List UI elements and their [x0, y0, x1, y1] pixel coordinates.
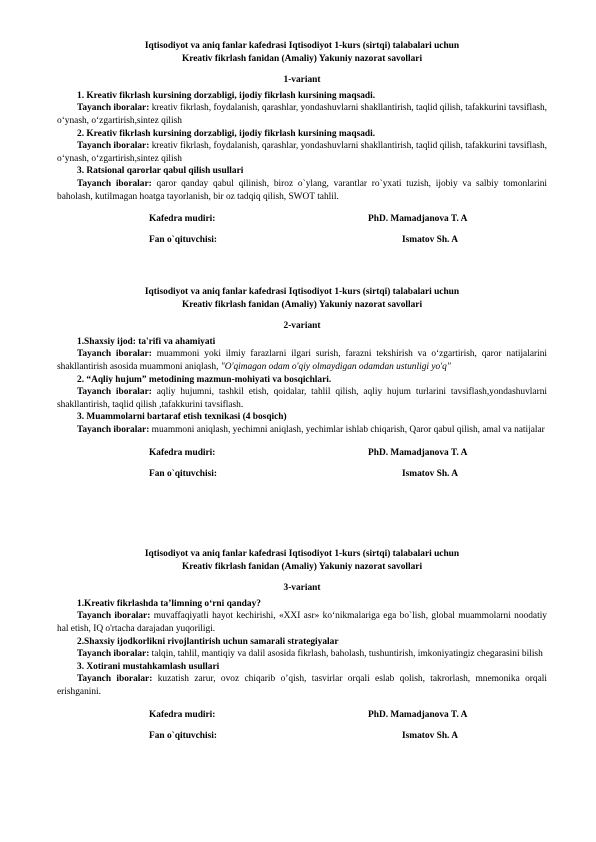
- signature-head: [57, 709, 547, 730]
- keywords-label: Tayanch iboralar:: [77, 611, 151, 622]
- keywords-label: Tayanch iboralar:: [77, 649, 150, 660]
- keywords-text: qaror qanday qabul qilinish, biroz o`ylang, varantlar ro`yxati tuzish, ijobiy va salbiy tomonlarini baholash, kutilmagan hoatga tayorlanish, bir oz tadqiq qilish, SWOT tahlil.: [57, 178, 547, 202]
- signature-teacher: [57, 234, 547, 255]
- keywords-text: talqin, tahlil, mantiqiy va dalil asosida fikrlash, baholash, tushuntirish, imkoniyatingiz chegarasini bilish: [149, 649, 543, 660]
- header-line-1: Iqtisodiyot va aniq fanlar kafedrasi Iqtisodiyot 1-kurs (sirtqi) talabalari uchun: [144, 549, 460, 559]
- head-label: Kafedra mudiri:: [149, 214, 216, 225]
- keywords-text: muammoni aniqlash, yechimni aniqlash, yechimlar ishlab chiqarish, Qaror qabul qilish, amal va natijalar: [149, 424, 545, 435]
- keywords-2: [57, 648, 547, 661]
- keywords-text: aqliy hujumni, tashkil etish, qoidalar, tahlil qilish, aqliy hujum turlarini tavsiflash,yondashuvlarni shakllantirish, taqlid qilish ,tafakkurini tavsiflash.: [57, 387, 547, 410]
- question-2: 2. Kreativ fikrlash kursining dorzabligi, ijodiy fikrlash kursining maqsadi.: [77, 128, 376, 139]
- question-1: 1.Shaxsiy ijod: ta'rifi va ahamiyati: [77, 336, 216, 347]
- keywords-1: [57, 348, 547, 373]
- variant-title: 2-variant: [283, 321, 321, 332]
- header-line-1: Iqtisodiyot va aniq fanlar kafedrasi Iqtisodiyot 1-kurs (sirtqi) talabalari uchun: [144, 41, 460, 51]
- keywords-text: kreativ fikrlash, foydalanish, qarashlar, yondashuvlarni shakllantirish, taqlid qilish, tafakkurini tavsiflash, oʻynash, oʻzgartirish,sintez qilish: [57, 141, 547, 164]
- teacher-label: Fan o`qituvchisi:: [149, 468, 217, 479]
- teacher-name: Ismatov Sh. A: [402, 730, 459, 741]
- keywords-3: [57, 673, 547, 698]
- keywords-label: Tayanch iboralar:: [77, 674, 153, 685]
- header-line-2: Kreativ fikrlash fanidan (Amaliy) Yakuniy nazorat savollari: [181, 561, 423, 572]
- keywords-label: Tayanch iboralar:: [77, 103, 150, 114]
- variant-1-section: [57, 40, 547, 255]
- keywords-label: Tayanch iboralar:: [77, 349, 152, 360]
- keywords-text: muammoni yoki ilmiy farazlarni ilgari surish, farazni tekshirish va o‘zgartirish, qaror natijalarini shakllantirish asosida muammoni aniqlash,: [57, 349, 547, 372]
- keywords-1: [57, 102, 547, 127]
- variant-2-section: [57, 286, 547, 489]
- keywords-text: kuzatish zarur, ovoz chiqarib o’qish, tasvirlar orqali eslab qolish, takrorlash, mnemonika orqali erishganini.: [57, 674, 547, 697]
- question-3: 3. Xotirani mustahkamlash usullari: [77, 661, 220, 672]
- question-3: 3. Muammolarni bartaraf etish texnikasi (4 bosqich): [77, 412, 287, 423]
- keywords-3: [57, 178, 547, 203]
- variant-title: 3-variant: [283, 583, 321, 594]
- head-name: PhD. Mamadjanova T. A: [368, 709, 468, 720]
- question-3: 3. Ratsional qarorlar qabul qilish usullari: [77, 166, 244, 177]
- signature-head: [57, 213, 547, 234]
- variant-3-section: [57, 548, 547, 751]
- question-1: 1.Kreativ fikrlashda ta’limning oʻrni qanday?: [77, 598, 261, 609]
- teacher-name: Ismatov Sh. A: [402, 235, 459, 246]
- keywords-quote: "O'qimagan odam o'qiy olmaydigan odamdan ustunligi yo'q": [220, 361, 451, 372]
- keywords-label: Tayanch iboralar:: [77, 141, 150, 152]
- head-name: PhD. Mamadjanova T. A: [368, 214, 468, 225]
- header-line-2: Kreativ fikrlash fanidan (Amaliy) Yakuniy nazorat savollari: [181, 53, 423, 64]
- keywords-3: [57, 424, 547, 437]
- keywords-1: [57, 610, 547, 635]
- keywords-label: Tayanch iboralar:: [77, 387, 152, 398]
- teacher-label: Fan o`qituvchisi:: [149, 235, 217, 246]
- question-2: 2.Shaxsiy ijodkorlikni rivojlantirish uchun samarali strategiyalar: [77, 636, 339, 647]
- keywords-label: Tayanch iboralar:: [77, 178, 152, 189]
- keywords-text: muvaffaqiyatli hayot kechirishi, «XXI asr» koʻnikmalariga ega bo`lish, global muammolarni noodatiy hal etish, IQ o'rtacha darajadan yuqoriligi.: [57, 611, 547, 634]
- keywords-2: [57, 386, 547, 411]
- head-name: PhD. Mamadjanova T. A: [368, 447, 468, 458]
- keywords-label: Tayanch iboralar:: [77, 424, 150, 435]
- teacher-label: Fan o`qituvchisi:: [149, 730, 217, 741]
- signature-teacher: [57, 730, 547, 751]
- question-2: 2. “Aqliy hujum” metodining mazmun-mohiyati va bosqichlari.: [77, 374, 332, 385]
- head-label: Kafedra mudiri:: [149, 447, 216, 458]
- variant-title: 1-variant: [283, 75, 321, 86]
- signature-head: [57, 447, 547, 468]
- keywords-2: [57, 140, 547, 165]
- header-line-1: Iqtisodiyot va aniq fanlar kafedrasi Iqtisodiyot 1-kurs (sirtqi) talabalari uchun: [144, 287, 460, 297]
- head-label: Kafedra mudiri:: [149, 709, 216, 720]
- header-line-2: Kreativ fikrlash fanidan (Amaliy) Yakuniy nazorat savollari: [181, 299, 423, 310]
- teacher-name: Ismatov Sh. A: [402, 468, 459, 479]
- keywords-text: kreativ fikrlash, foydalanish, qarashlar, yondashuvlarni shakllantirish, taqlid qilish, tafakkurini tavsiflash, oʻynash, oʻzgartirish,sintez qilish: [57, 103, 547, 126]
- signature-teacher: [57, 468, 547, 489]
- question-1: 1. Kreativ fikrlash kursining dorzabligi, ijodiy fikrlash kursining maqsadi.: [77, 90, 376, 101]
